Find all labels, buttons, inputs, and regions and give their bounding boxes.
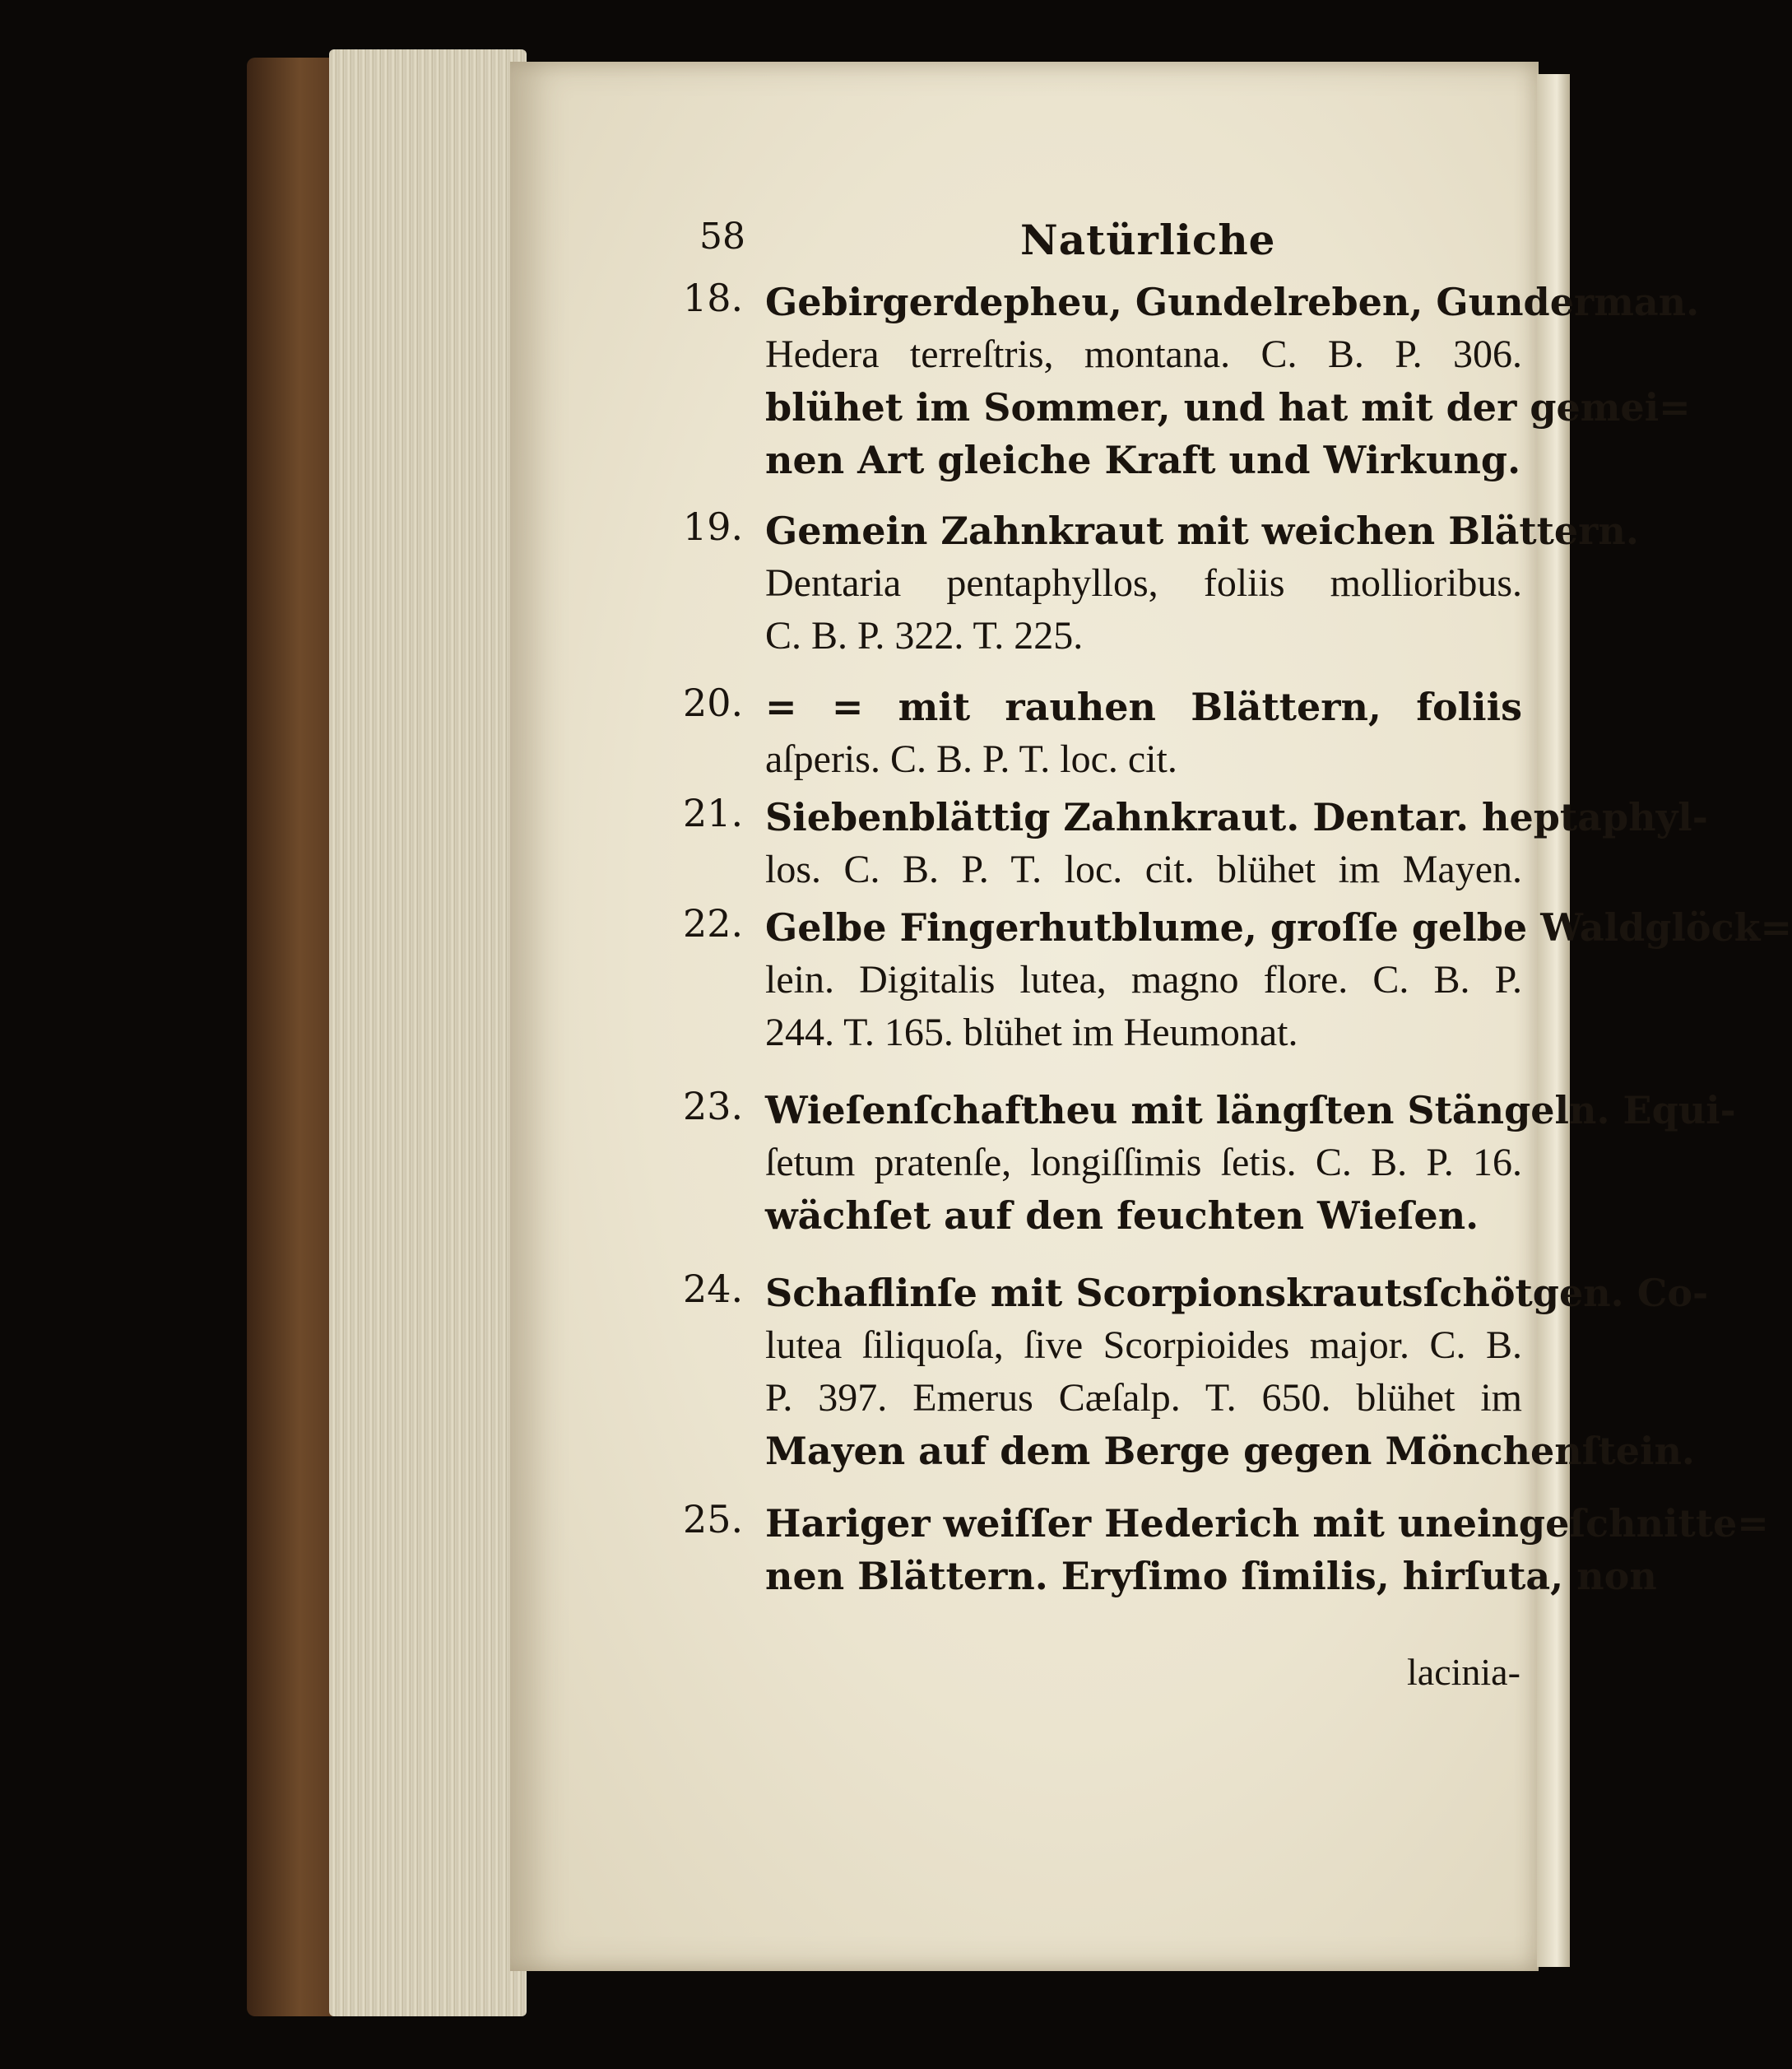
entry-19	[683, 504, 1639, 663]
page-header	[699, 216, 1514, 273]
entry-line: Wieſenſchaftheu mit längſten Stängeln. Equi-	[765, 1088, 1736, 1132]
entry-number: 24.	[683, 1267, 744, 1311]
catchword: lacinia-	[1407, 1651, 1520, 1693]
entry-line: Hedera terreſtris, montana. C. B. P. 306.	[765, 332, 1522, 376]
entry-line: Hariger weiſſer Hederich mit uneingeſchnitte=	[765, 1501, 1769, 1546]
entry-number: 18.	[683, 276, 744, 320]
entry-line: aſperis. C. B. P. T. loc. cit.	[765, 737, 1177, 781]
entry-line: lein. Digitalis lutea, magno flore. C. B. P.	[765, 958, 1522, 1002]
entry-line: C. B. P. 322. T. 225.	[765, 614, 1084, 658]
entry-line: 244. T. 165. blühet im Heumonat.	[765, 1011, 1298, 1054]
entry-line: nen Blättern. Eryſimo ſimilis, hirſuta, non	[765, 1554, 1657, 1598]
entry-line: los. C. B. P. T. loc. cit. blühet im Mayen.	[765, 848, 1522, 891]
page-number: 58	[699, 216, 745, 258]
running-head: Natürliche	[1020, 216, 1276, 264]
entry-21	[683, 791, 1708, 896]
entry-22	[683, 901, 1792, 1059]
entry-25	[683, 1497, 1769, 1602]
entry-line: Dentaria pentaphyllos, foliis mollioribus.	[765, 561, 1522, 605]
entry-line: wächſet auf den feuchten Wieſen.	[765, 1193, 1479, 1238]
entry-line: Gebirgerdepheu, Gundelreben, Gunderman.	[765, 280, 1700, 324]
page-text	[683, 276, 1792, 1602]
entry-number: 25.	[683, 1497, 744, 1541]
entry-line: ſetum pratenſe, longiſſimis ſetis. C. B. P. 16.	[765, 1141, 1522, 1184]
page-edges	[329, 49, 527, 2016]
entry-number: 19.	[683, 504, 744, 549]
entry-line: Gelbe Fingerhutblume, groſſe gelbe Waldglöck=	[765, 905, 1792, 950]
facing-page-edge	[1537, 74, 1570, 1967]
entry-23	[683, 1084, 1736, 1242]
entry-line: Siebenblättig Zahnkraut. Dentar. heptaphyl-	[765, 795, 1708, 839]
entry-line: Gemein Zahnkraut mit weichen Blättern.	[765, 509, 1639, 553]
entry-number: 22.	[683, 901, 744, 946]
entry-line: P. 397. Emerus Cæſalp. T. 650. blühet im	[765, 1376, 1522, 1420]
entry-line: Mayen auf dem Berge gegen Mönchenſtein.	[765, 1429, 1695, 1473]
entry-number: 23.	[683, 1084, 744, 1128]
entry-24	[683, 1267, 1709, 1477]
entry-20	[683, 681, 1522, 786]
entry-number: 21.	[683, 791, 744, 835]
entry-line: = = mit rauhen Blättern, foliis	[765, 685, 1522, 729]
entry-line: Schaflinſe mit Scorpionskrautsſchötgen. Co-	[765, 1271, 1709, 1315]
entry-line: lutea ſiliquoſa, ſive Scorpioides major. C. B.	[765, 1323, 1522, 1367]
entry-line: blühet im Sommer, und hat mit der gemei=	[765, 385, 1691, 430]
entry-18	[683, 276, 1700, 486]
entry-line: nen Art gleiche Kraft und Wirkung.	[765, 438, 1521, 482]
entry-number: 20.	[683, 681, 744, 725]
